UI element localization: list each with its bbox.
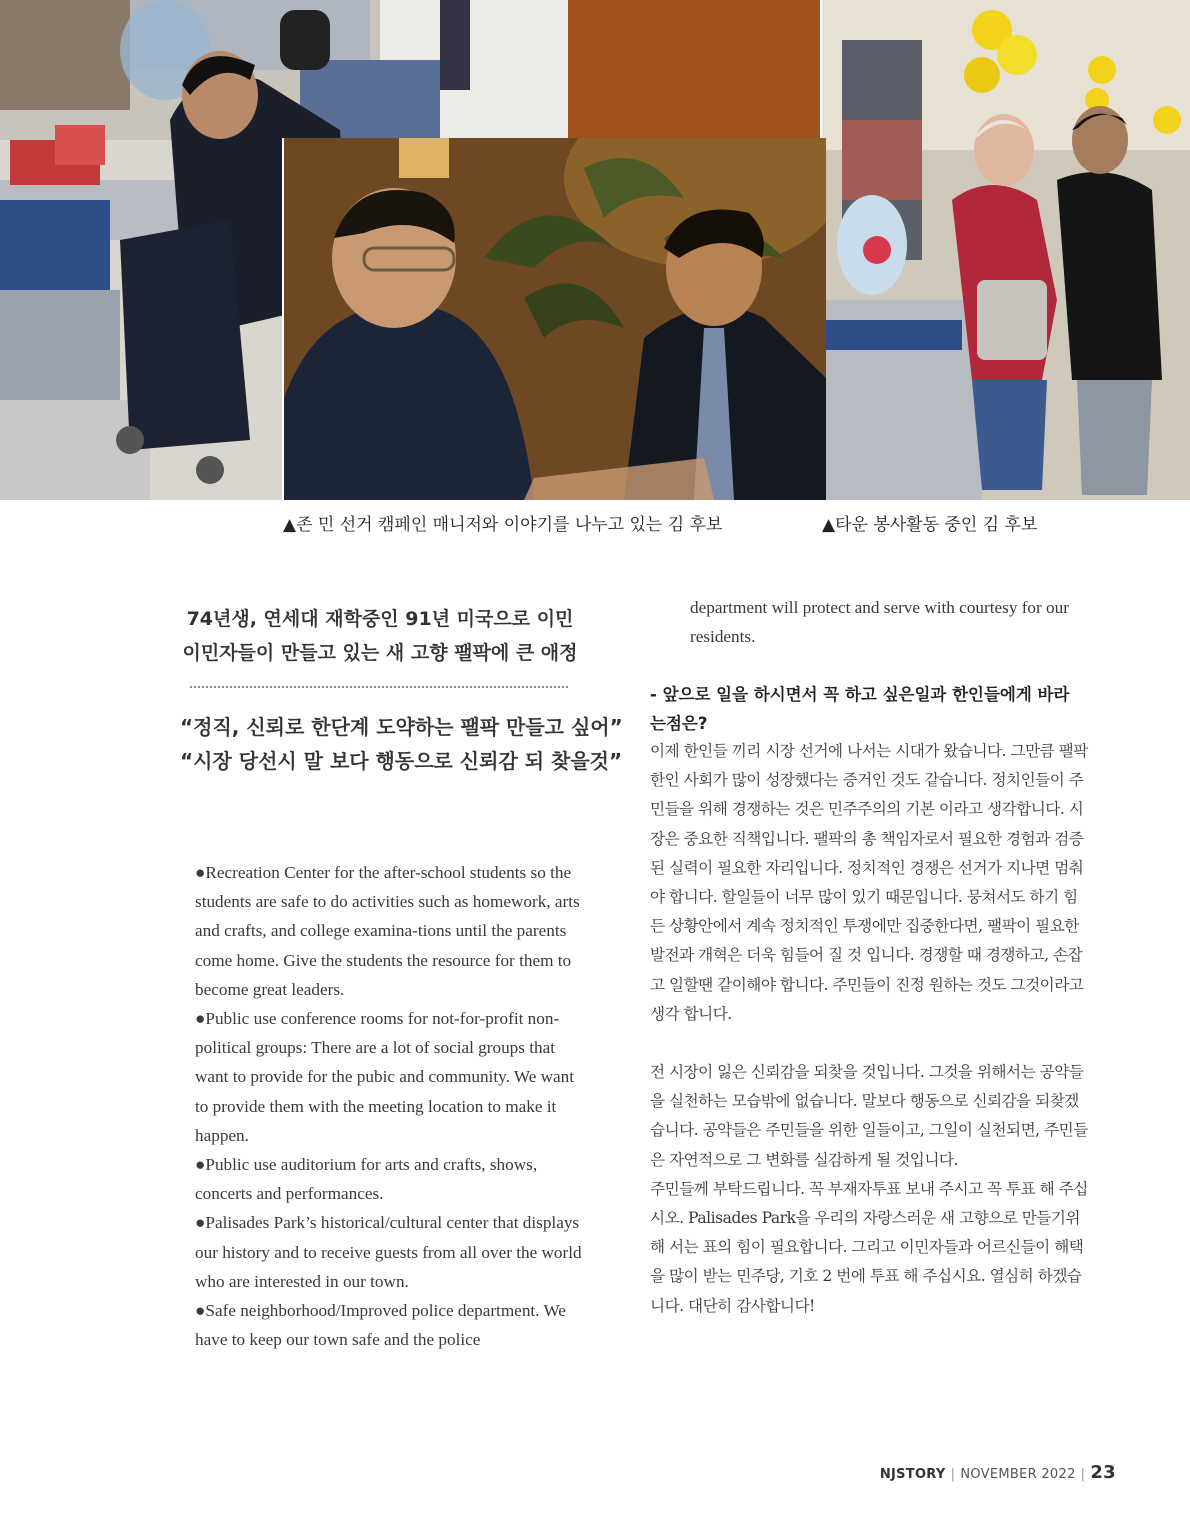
page-footer: NJSTORY | NOVEMBER 2022 | 23: [879, 1462, 1116, 1483]
pull-quote: [180, 710, 623, 778]
interview-question: - 앞으로 일을 하시면서 꼭 하고 싶은일과 한인들에게 바라는점은?: [650, 685, 1070, 733]
pledge-item-cultural-center: ●Palisades Park’s historical/cultural center that displays our history and to receive guests from all over the world who are interested in our town.: [195, 1213, 582, 1291]
pledge-item-recreation-center: ●Recreation Center for the after-school students so the students are safe to do activities such as homework, arts and crafts, and college examina-tions until the parents come home. Give the students the resource for them to become great leaders.: [195, 863, 580, 999]
issue-date: NOVEMBER 2022: [960, 1467, 1076, 1482]
magazine-name: NJSTORY: [879, 1467, 946, 1482]
continued-paragraph: department will protect and serve with courtesy for our residents.: [690, 598, 1069, 647]
pull-quote-line-2: “시장 당선시 말 보다 행동으로 신뢰감 되 찾을것”: [180, 749, 623, 773]
pledge-item-conference-rooms: ●Public use conference rooms for not-for-profit non-political groups: There are a lot of social groups that want to provide for the pubic and community. We want to provide them with the meeting location to make it happen.: [195, 1009, 575, 1145]
interview-answer: [650, 737, 1090, 1321]
photo-caption-right: ▲타운 봉사활동 중인 김 후보: [822, 515, 1038, 535]
answer-paragraph-3: 주민들께 부탁드립니다. 꼭 부재자투표 보내 주시고 꼭 투표 해 주십시오. Palisades Park을 우리의 자랑스러운 새 고향으로 만들기위해 서는 표의 힘이 필요합니다. 그리고 이민자들과 어르신들이 해택을 많이 받는 민주당, 기호 2 번에 투표 해 주십시요. 열심히 하겠습니다. 대단히 감사합니다!: [650, 1179, 1088, 1315]
continued-text: [690, 593, 1110, 651]
page-number: 23: [1090, 1462, 1116, 1483]
pledge-item-auditorium: ●Public use auditorium for arts and crafts, shows, concerts and performances.: [195, 1155, 538, 1204]
subhead-line-1: 74년생, 연세대 재학중인 91년 미국으로 이민: [186, 608, 574, 630]
pledge-item-police: ●Safe neighborhood/Improved police department. We have to keep our town safe and the police: [195, 1301, 566, 1350]
answer-paragraph-1: 이제 한인들 끼리 시장 선거에 나서는 시대가 왔습니다. 그만큼 팰팍 한인 사회가 많이 성장했다는 증거인 것도 같습니다. 정치인들이 주민들을 위해 경쟁하는 것은 민주주의의 기본 이라고 생각합니다. 시장은 중요한 직책입니다. 팰팍의 총 책임자로서 필요한 경험과 검증된 실력이 필요한 자리입니다. 정치적인 경쟁은 선거가 지나면 멈춰야 합니다. 할일들이 너무 많이 있기 때문입니다. 뭉쳐서도 하기 힘든 상황안에서 계속 정치적인 투쟁에만 집중한다면, 팰팍이 필요한 발전과 개혁은 더욱 힘들어 질 것 입니다. 경쟁할 때 경쟁하고, 손잡고 일할땐 같이해야 합니다. 주민들이 진정 원하는 것도 그것이라고 생각 합니다.: [650, 742, 1088, 1023]
intro-subhead: [180, 602, 580, 670]
pledge-list: [195, 858, 591, 1354]
store-volunteers-photo: [822, 0, 1190, 500]
pull-quote-line-1: “정직, 신뢰로 한단계 도약하는 팰팍 만들고 싶어”: [180, 715, 623, 739]
dotted-divider: [190, 686, 568, 688]
photo-caption-left: ▲존 민 선거 캠페인 매니저와 이야기를 나누고 있는 김 후보: [283, 515, 723, 535]
decorative-color-block: [568, 0, 820, 138]
answer-paragraph-2: 전 시장이 잃은 신뢰감을 되찾을 것입니다. 그것을 위해서는 공약들을 실천하는 모습밖에 없습니다. 말보다 행동으로 신뢰감을 되찾겠습니다. 공약들은 주민들을 위한 일들이고, 그일이 실천되면, 주민들은 자연적으로 그 변화를 실감하게 될 것입니다.: [650, 1063, 1088, 1169]
conversation-photo: [282, 138, 826, 500]
subhead-line-2: 이민자들이 만들고 있는 새 고향 팰팍에 큰 애정: [182, 642, 578, 664]
